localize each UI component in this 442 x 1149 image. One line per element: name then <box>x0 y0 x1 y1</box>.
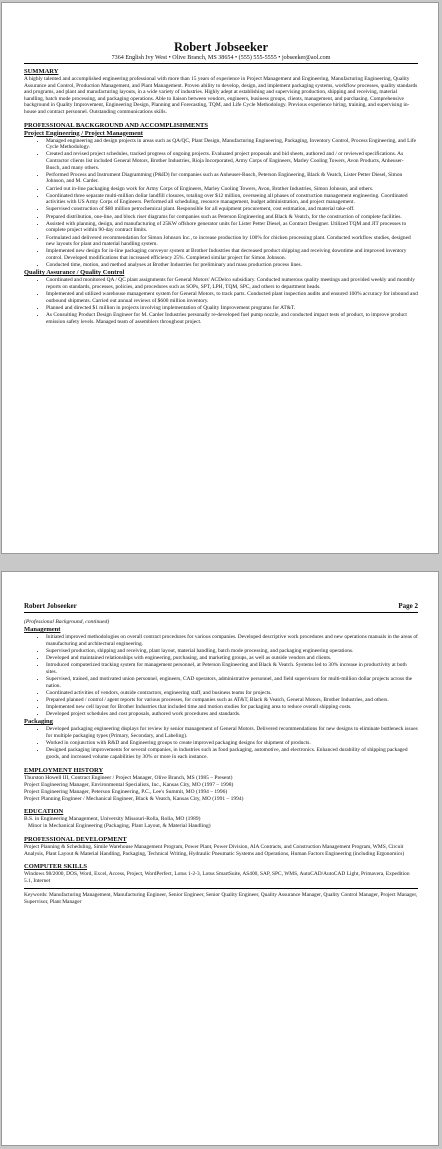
list-item: • Formulated and delivered recommendation for Simon Johnson Inc., to increase production by 100% for chicken processing plant. Conducted workflow studies, designed new layouts for plant and material handling system. <box>46 235 418 248</box>
employment-entry: Project Engineering Manager, Peterson Engineering, P.C., Lee's Summit, MO (1994 – 1996) <box>24 788 228 795</box>
quality-heading: Quality Assurance / Quality Control <box>24 269 125 277</box>
list-item: • Supervised, trained, and motivated union personnel, engineers, CAD operators, administrative personnel, and field supervisors for multi-million dollar projects across the nation. <box>46 676 418 689</box>
list-item: • Coordinated and monitored QA / QC plant assignments for General Motors' ACDelco subsidiary. Conducted numerous quality meetings and provided weekly and monthly reports on standards, processes, policies, and procedures such as SOPs, SPT, LPH, TQM, SPC, and others to department heads. <box>46 277 418 290</box>
employment-entry: Thurston Howell III, Contract Engineer / Project Manager, Olive Branch, MS (1985 – Present) <box>24 775 233 782</box>
list-item: • Coordinated three separate multi-million dollar landfill closures, totaling over $12 million, overseeing all phases of construction management engineering. Coordinated activities with US Army Corps of Engineers. Performed all scheduling, resource management, budget administration, and project management. <box>46 193 418 206</box>
list-item: • Developed and maintained relationships with engineering, purchasing, and marketing groups, as well as outside vendors and clients. <box>46 655 418 662</box>
employment-heading: EMPLOYMENT HISTORY <box>24 767 104 775</box>
list-item: • Supervised construction of $80 million petrochemical plant. Responsible for all equipment procurement, cost estimation, and material take-off. <box>46 206 418 213</box>
list-item: • Worked in conjunction with R&D and Engineering groups to create improved packaging designs for shipment of products. <box>46 740 418 747</box>
development-heading: PROFESSIONAL DEVELOPMENT <box>24 836 127 843</box>
page-2-content <box>24 602 418 906</box>
list-item: • Planned and directed $1 million in projects involving implementation of Quality Improvement programs for AT&T. <box>46 305 418 312</box>
list-item: • Designed packaging improvements for several companies, in industries such as food packaging, automotive, and electronics. Enhanced durability of shipping packaged goods, and increased volume capabilities by 30% or more in each instance. <box>46 747 418 760</box>
list-item: • Implemented new design for in-line packaging conveyor system at Brother Industries that decreased product shipping and receiving downtime and improved inventory control. Developed modifications that increased efficiency 25%. Completed similar project for Simon Johnson. <box>46 248 418 261</box>
employment-list <box>24 775 418 802</box>
keywords-text: Keywords: Manufacturing Management, Manufacturing Engineer, Senior Engineer, Senior Quality Engineer, Quality Assurance Manager, Quality Control Manager, Project Manager, Supervisor, Plant Manager <box>24 892 418 905</box>
computer-skills-text: Windows 98/2000, DOS, Word, Excel, Access, Project, WordPerfect, Lotus 1-2-3, Lotus SmartSuite, AS400, SAP, SPC, WMS, AutoCAD/AutoCAD Light, Primavera, Expedition 5.1, Internet <box>24 871 410 884</box>
list-item: • Developed project schedules and cost proposals, authored work procedures and standards. <box>46 711 418 718</box>
packaging-list <box>24 726 418 760</box>
candidate-name: Robert Jobseeker <box>173 40 269 54</box>
page-1-content <box>24 41 418 326</box>
list-item: • Assisted with planning, design, and manufacturing of 25KW offshore generator units for Lister Petter Diesel, as Contract Designer. Utilized TQM and JIT processes to complete project within 90-day contract limits. <box>46 221 418 234</box>
employment-entry: Project Engineering Manager, Environmental Specialists, Inc., Kansas City, MO (1997 – 1998) <box>24 782 234 789</box>
list-item: • As Consulting Product Design Engineer for M. Carder Industries personally re-developed fuel pump nozzle, and conducted impact tests of product, to improve product emission safety levels. Managed team of assemblers throughout project. <box>46 312 418 325</box>
list-item: • Supervised production, shipping and receiving, plant layout, material handling, batch mode processing, and packaging engineering operations. <box>46 648 418 655</box>
list-item: • Performed Process and Instrument Diagramming (P&ID) for companies such as Anheuser-Busch, Peterson Engineering, Black & Veatch, Lister Petter Diesel, Simon Johnson, and M. Carder. <box>46 172 418 185</box>
list-item: • Coordinated activities of vendors, outside contractors, engineering staff, and business teams for projects. <box>46 690 418 697</box>
education-minor: Minor in Mechanical Engineering (Packaging, Plant Layout, & Material Handling) <box>28 823 211 830</box>
contact-line: 7364 English Ivy West • Olive Branch, MS 38654 • (555) 555-5555 • jobseeker@aol.com <box>111 55 331 61</box>
computer-skills-heading: COMPUTER SKILLS <box>24 863 88 871</box>
resume-page-1 <box>1 2 439 554</box>
list-item: • Developed packaging engineering displays for review by senior management of General Motors. Delivered recommendations for new designs to eliminate bottleneck issues for multiple packaging types (Primary, Secondary, and Labeling). <box>46 726 418 739</box>
page-number: Page 2 <box>398 602 418 610</box>
list-item: • Implemented and utilized warehouse management system for General Motors, to track parts. Conducted plant inspection audits and ensured 100% accuracy for inbound and outbound shipments. Carried out annual reviews of $600 million inventory. <box>46 291 418 304</box>
development-text: Project Planning & Scheduling, Simile Warehouse Management Program, Power Plant, Power Division, AIA Contracts, and Construction Management Program, WMS, Circuit Analysis, Plant Layout & Material Handling, Packaging, Technical Writing, Hydraulic Pneumatic Systems and Operations, Human Factors Engineering (including Ergonomics) <box>24 844 405 857</box>
header-name: Robert Jobseeker <box>24 602 77 610</box>
list-item: • Managed engineering and design projects in areas such as QA/QC, Plant Design, Manufacturing Engineering, Packaging, Inventory Control, Process Engineering, and Life Cycle Methodology. <box>46 138 418 151</box>
list-item: • Conducted time, motion, and method analyses at Brother Industries for preliminary and mass production process lines. <box>46 262 418 269</box>
resume-page-2 <box>1 571 439 1146</box>
continued-note: (Professional Background, continued) <box>24 619 110 625</box>
background-heading: PROFESSIONAL BACKGROUND AND ACCOMPLISHMENTS <box>24 121 209 129</box>
page-2-header <box>24 602 418 611</box>
packaging-heading: Packaging <box>24 718 53 726</box>
management-list <box>24 634 418 718</box>
list-item: • Prepared distribution, one-line, and block riser diagrams for companies such as Peterson Engineering and Black & Veatch, for the construction of complete facilities. <box>46 214 418 221</box>
list-item: • Prepared planned / control / agent reports for various processes, for companies such as AT&T, Black & Veatch, General Motors, Brother Industries, and others. <box>46 697 418 704</box>
list-item: • Initiated improved methodologies on overall contract procedures for various companies. Developed descriptive work procedures and new operations manuals in the areas of manufacturing and architectural engineering. <box>46 634 418 647</box>
employment-entry: Project Planning Engineer / Mechanical Engineer, Black & Veatch, Kansas City, MO (1991 – 1994) <box>24 795 244 802</box>
list-item: • Introduced computerized tracking system for management personnel, at Peterson Engineering and Black & Veatch. Systems led to 30% increase in productivity at both sites. <box>46 662 418 675</box>
education-heading: EDUCATION <box>24 808 64 816</box>
quality-list <box>24 277 418 325</box>
education-degree: B.S. in Engineering Management, University Missouri-Rolla, Rolla, MO (1989) <box>24 816 201 823</box>
keywords-rule <box>24 888 418 889</box>
summary-text: A highly talented and accomplished engineering professional with more than 15 years of experience in Project Management and Engineering, Manufacturing Engineering, Quality Assurance and Control, Production Management, and Plant Management. Proven ability to develop, design, and implement packaging systems, workflow processes, quality standards and programs, and plant and manufacturing layouts, in a wide variety of industries. Highly adept at establishing and supervising production, shipping and receiving, material handling, batch mode processing, and packaging operations. Able to liaison between vendors, engineers, business groups, clients, management, and purchasing. Comprehensive background in Quality Improvement, Engineering Design, Planning and Forecasting, TQM, and Life Cycle Methodology. Previous experience hiring, training, and supervising in-house and contract personnel. Outstanding communications skills. <box>24 76 418 115</box>
project-engineering-heading: Project Engineering / Project Management <box>24 129 143 137</box>
list-item: • Created and revised project schedules, tracked progress of ongoing projects. Evaluated project proposals and bid sheets, authored and / or reviewed specifications. As Contractor clients list included General Motors, Brother Industries, Rioja Incorporated, Army Corps of Engineers, Marley Cooling Towers, Avon Products, Anheuser-Busch, and many others. <box>46 151 418 171</box>
summary-heading: SUMMARY <box>24 68 59 75</box>
management-heading: Management <box>24 626 61 633</box>
list-item: • Carried out in-line packaging design work for Army Corps of Engineers, Marley Cooling Towers, Avon, Brother Industries, Simon Johnson, and others. <box>46 186 418 193</box>
list-item: • Implemented new cell layout for Brother Industries that included time and motion studies for packaging area to reduce overall shipping costs. <box>46 704 418 711</box>
project-engineering-list <box>24 138 418 269</box>
